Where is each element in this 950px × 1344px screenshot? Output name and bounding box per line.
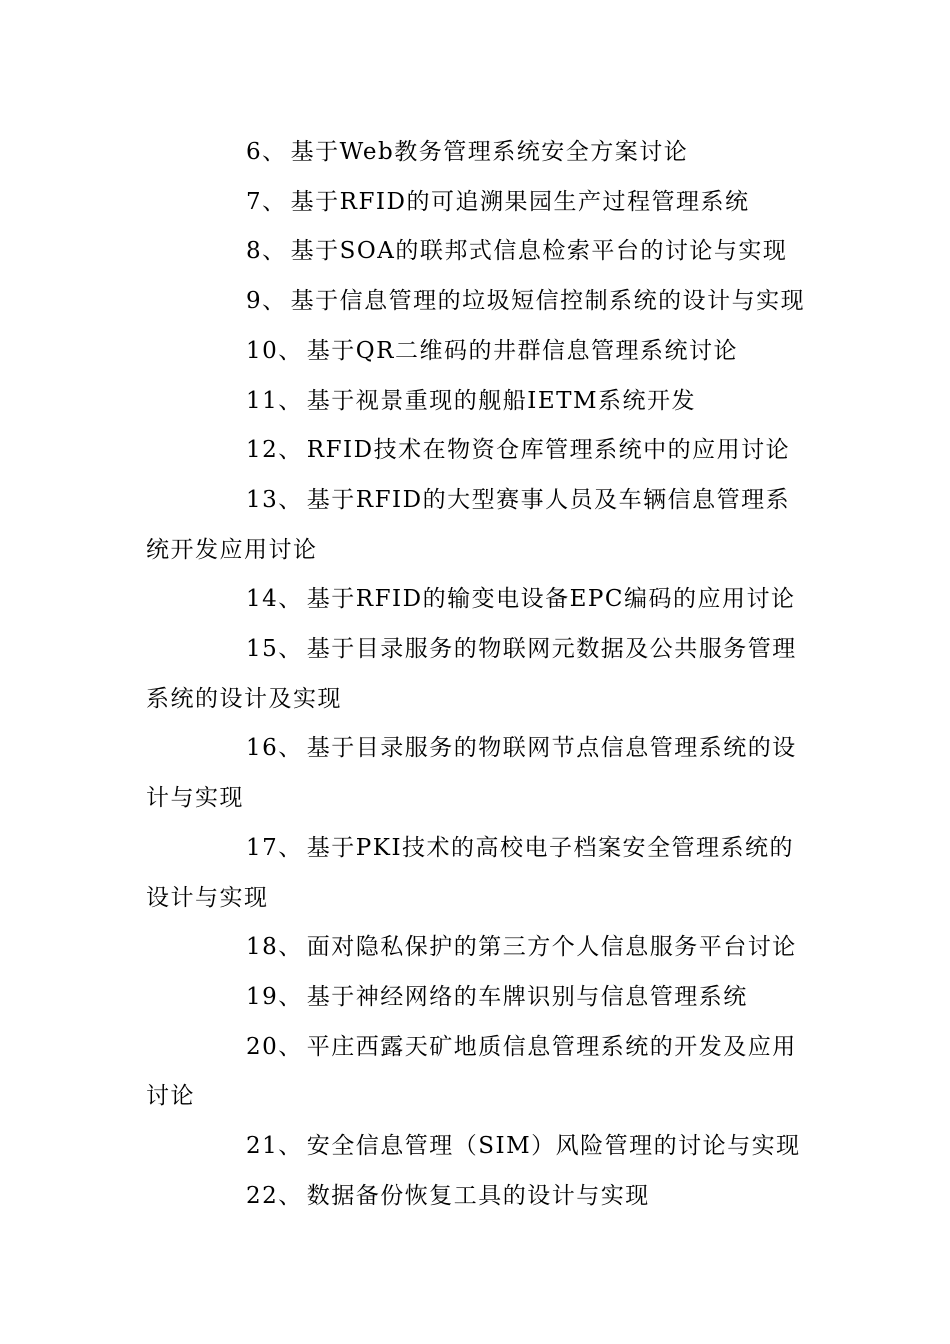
item-text: 基于RFID的大型赛事人员及车辆信息管理系统开发应用讨论: [146, 486, 791, 563]
item-number: 21、: [246, 1133, 303, 1160]
item-text: 基于视景重现的舰船IETM系统开发: [306, 387, 697, 414]
item-number: 8、: [246, 238, 287, 265]
list-item: [146, 426, 811, 476]
list-item: [146, 973, 811, 1023]
item-text: 基于QR二维码的井群信息管理系统讨论: [306, 337, 738, 364]
item-text: 基于目录服务的物联网元数据及公共服务管理系统的设计及实现: [146, 636, 797, 712]
item-text: 基于RFID的可追溯果园生产过程管理系统: [290, 188, 750, 215]
list-item: [146, 128, 811, 178]
item-number: 20、: [246, 1033, 303, 1060]
item-number: 14、: [246, 586, 303, 613]
list-item: [146, 1023, 811, 1122]
item-number: 19、: [246, 983, 303, 1010]
item-text: 基于RFID的输变电设备EPC编码的应用讨论: [306, 586, 796, 613]
item-text: 面对隐私保护的第三方个人信息服务平台讨论: [306, 934, 797, 961]
list-item: [146, 327, 811, 377]
item-text: 基于目录服务的物联网节点信息管理系统的设计与实现: [146, 735, 797, 812]
item-text: 数据备份恢复工具的设计与实现: [306, 1182, 650, 1209]
item-text: 基于Web教务管理系统安全方案讨论: [290, 139, 689, 165]
list-item: [146, 1122, 811, 1172]
list-item: [146, 277, 811, 327]
item-number: 9、: [246, 288, 287, 315]
item-number: 13、: [246, 486, 303, 513]
list-item: [146, 575, 811, 625]
item-number: 15、: [246, 636, 303, 663]
item-text: RFID技术在物资仓库管理系统中的应用讨论: [306, 437, 791, 464]
item-text: 基于信息管理的垃圾短信控制系统的设计与实现: [290, 288, 806, 315]
list-item: [146, 227, 811, 277]
item-text: 基于SOA的联邦式信息检索平台的讨论与实现: [290, 238, 788, 265]
topic-list: [146, 128, 811, 1221]
item-text: 平庄西露天矿地质信息管理系统的开发及应用讨论: [146, 1033, 797, 1110]
item-number: 17、: [246, 834, 303, 861]
item-number: 18、: [246, 934, 303, 961]
list-item: [146, 724, 811, 823]
item-number: 10、: [246, 337, 303, 364]
item-number: 12、: [246, 437, 303, 464]
list-item: [146, 476, 811, 575]
item-number: 7、: [246, 188, 287, 215]
item-number: 6、: [246, 139, 287, 165]
item-number: 16、: [246, 735, 303, 762]
item-text: 基于PKI技术的高校电子档案安全管理系统的设计与实现: [146, 834, 795, 911]
list-item: [146, 377, 811, 427]
list-item: [146, 1172, 811, 1222]
list-item: [146, 178, 811, 228]
item-number: 11、: [246, 387, 303, 414]
item-text: 基于神经网络的车牌识别与信息管理系统: [306, 983, 748, 1010]
item-number: 22、: [246, 1182, 303, 1209]
item-text: 安全信息管理（SIM）风险管理的讨论与实现: [306, 1133, 801, 1160]
list-item: [146, 923, 811, 973]
list-item: [146, 625, 811, 724]
list-item: [146, 824, 811, 923]
